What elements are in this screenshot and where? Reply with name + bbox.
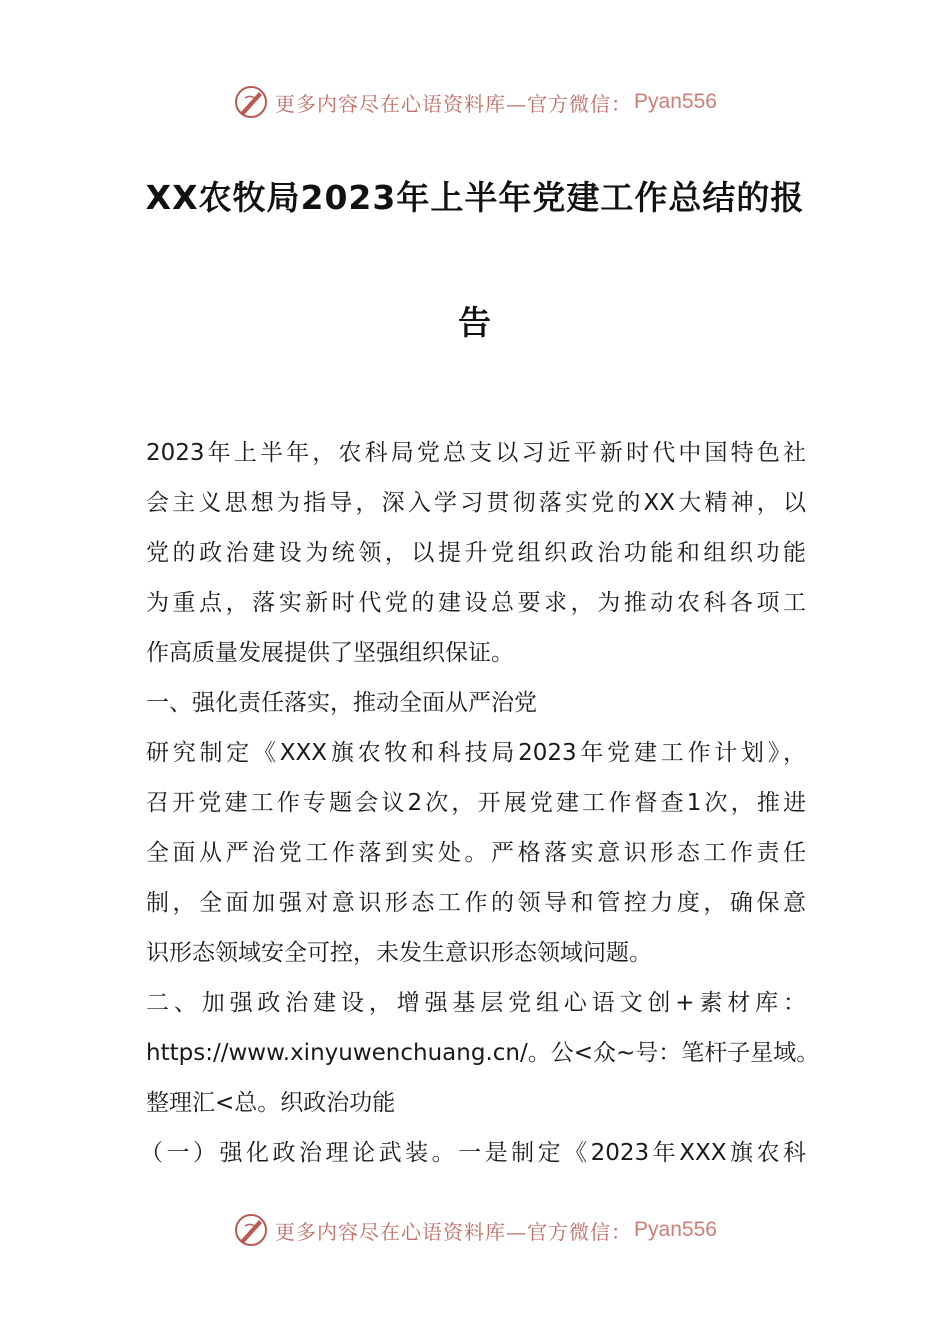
section-heading-1: 一、强化责任落实，推动全面从严治党 [146, 690, 537, 716]
pen-logo-icon [233, 1212, 269, 1248]
watermark-wechat-id: Pyan556 [634, 1218, 717, 1241]
watermark-text: 更多内容尽在心语资料库—官方微信： [275, 91, 633, 116]
watermark-text: 更多内容尽在心语资料库—官方微信： [275, 1219, 633, 1244]
subsection-heading: （一）强化政治理论武装。一是制定《2023年XXX旗农科 [140, 1140, 806, 1166]
body-line: 召开党建工作专题会议2次，开展党建工作督查1次，推进 [146, 790, 806, 816]
body-line: 整理汇<总。织政治功能 [146, 1090, 396, 1116]
body-line: 2023年上半年，农科局党总支以习近平新时代中国特色社 [146, 440, 806, 466]
body-line: 作高质量发展提供了坚强组织保证。 [146, 640, 514, 666]
body-line: 为重点，落实新时代党的建设总要求，为推动农科各项工 [146, 590, 806, 616]
document-title-line-2: 告 [458, 303, 492, 342]
body-line: 制，全面加强对意识形态工作的领导和管控力度，确保意 [146, 890, 806, 916]
body-line-url: https://www.xinyuwenchuang.cn/。公<众~号：笔杆子星域。 [146, 1040, 820, 1066]
body-line: 全面从严治党工作落到实处。严格落实意识形态工作责任 [146, 840, 806, 866]
document-title-line-1: XX农牧局2023年上半年党建工作总结的报 [145, 178, 805, 217]
section-heading-2: 二、加强政治建设，增强基层党组心语文创+素材库： [146, 990, 806, 1016]
pen-logo-icon [233, 84, 269, 120]
body-line: 会主义思想为指导，深入学习贯彻落实党的XX大精神，以 [146, 490, 806, 516]
body-line: 识形态领域安全可控，未发生意识形态领域问题。 [146, 940, 652, 966]
body-line: 研究制定《XXX旗农牧和科技局2023年党建工作计划》， [146, 740, 806, 766]
watermark-banner-top [0, 80, 950, 124]
body-line: 党的政治建设为统领，以提升党组织政治功能和组织功能 [146, 540, 806, 566]
watermark-banner-bottom [0, 1208, 950, 1252]
watermark-wechat-id: Pyan556 [634, 90, 717, 113]
